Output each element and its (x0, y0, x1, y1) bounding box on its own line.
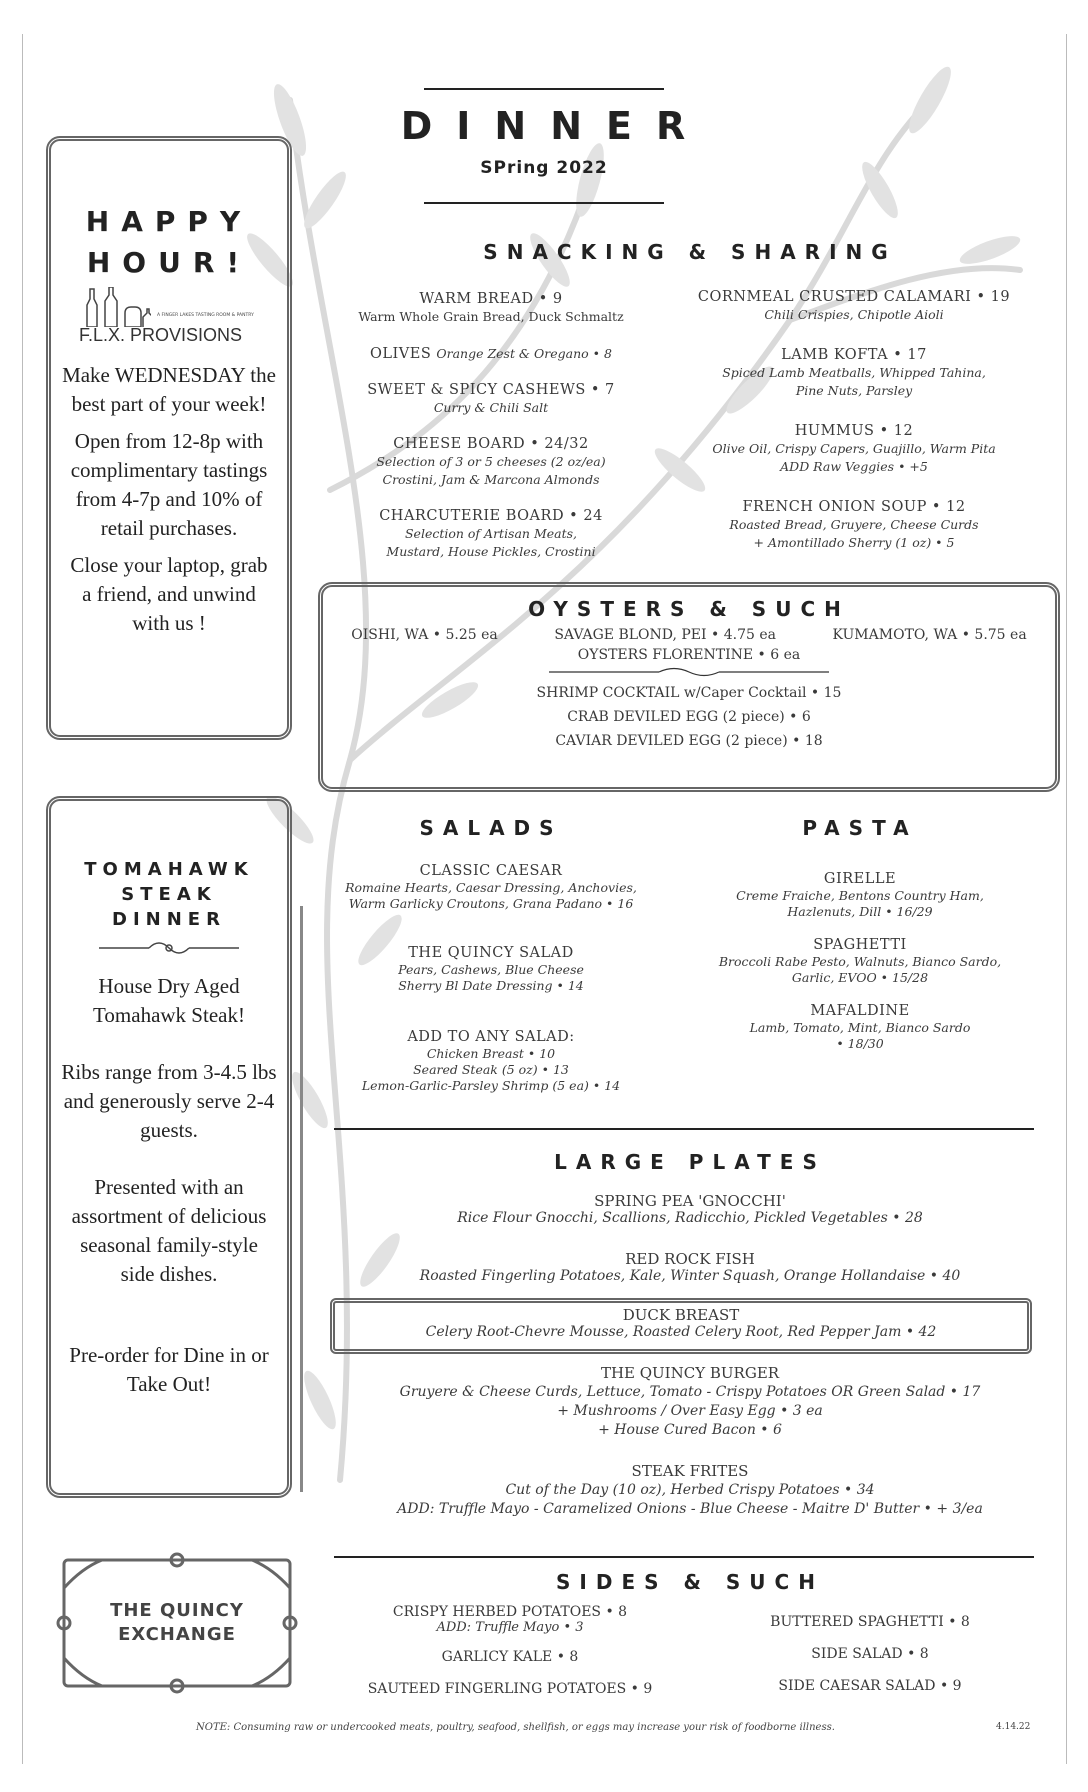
happy-hour-title-line2: HOUR! (86, 246, 252, 279)
menu-item (316, 1028, 666, 1094)
side-item: SAUTEED FINGERLING POTATOES • 9 (367, 1681, 653, 1697)
header-bottom-rule (424, 202, 664, 204)
item-name: OLIVES (370, 346, 432, 362)
item-desc: Olive Oil, Crispy Capers, Guajillo, Warm Pita (712, 441, 996, 456)
item-desc: + Mushrooms / Over Easy Egg • 3 ea (557, 1403, 823, 1419)
menu-item (674, 498, 1034, 552)
sides-section-title: SIDES & SUCH (556, 1570, 824, 1594)
item-name: CHEESE BOARD • 24/32 (393, 436, 589, 452)
item-name: SPAGHETTI (813, 937, 907, 953)
menu-item (690, 1002, 1030, 1052)
oyster-extra-item: CAVIAR DEVILED EGG (2 piece) • 18 (555, 733, 823, 749)
flx-provisions-name: F.L.X. PROVISIONS (79, 325, 243, 345)
tomahawk-side-rule (300, 906, 303, 1492)
side-item: BUTTERED SPAGHETTI • 8 (770, 1614, 970, 1630)
footer-note: NOTE: Consuming raw or undercooked meats, poultry, seafood, shellfish, or eggs may increase your risk of foodborne illness. (196, 1722, 835, 1733)
oyster-item: SAVAGE BLOND, PEI • 4.75 ea (554, 627, 776, 643)
item-desc: Garlic, EVOO • 15/28 (791, 970, 929, 985)
item-desc: Roasted Fingerling Potatoes, Kale, Winter Squash, Orange Hollandaise • 40 (419, 1268, 961, 1284)
item-desc: Curry & Chili Salt (433, 400, 549, 415)
item-desc: Crostini, Jam & Marcona Almonds (382, 472, 600, 487)
item-name: SPRING PEA 'GNOCCHI' (594, 1192, 786, 1210)
item-name: RED ROCK FISH (625, 1250, 755, 1268)
large-plate-item (330, 1364, 1050, 1440)
item-name: THE QUINCY SALAD (408, 945, 574, 961)
right-border-rule (1066, 34, 1067, 1764)
tomahawk-paragraph-1: House Dry Aged Tomahawk Steak! (93, 974, 245, 1027)
item-desc: Selection of Artisan Meats, (404, 526, 578, 541)
item-desc: + House Cured Bacon • 6 (598, 1422, 782, 1438)
oyster-extra-item: SHRIMP COCKTAIL w/Caper Cocktail • 15 (536, 685, 842, 701)
item-name: ADD TO ANY SALAD: (407, 1029, 575, 1045)
tomahawk-paragraph-3: Presented with an assortment of delicious seasonal family-style side dishes. (71, 1175, 267, 1286)
side-item: SIDE SALAD • 8 (811, 1646, 929, 1662)
item-desc: Selection of 3 or 5 cheeses (2 oz/ea) (376, 454, 606, 469)
flx-provisions-logo (61, 287, 277, 347)
oysters-row (323, 627, 1055, 643)
happy-hour-paragraph-2: Open from 12-8p with complimentary tastings from 4-7p and 10% of retail purchases. (70, 429, 268, 540)
menu-item (316, 290, 666, 326)
sides-left-column (330, 1604, 690, 1697)
item-name: THE QUINCY BURGER (600, 1364, 780, 1382)
menu-item (674, 346, 1034, 400)
side-item: CRISPY HERBED POTATOES • 8 (392, 1604, 628, 1620)
item-name: WARM BREAD • 9 (419, 291, 563, 307)
item-desc: Pine Nuts, Parsley (795, 383, 913, 398)
happy-hour-title-line1: HAPPY (85, 205, 253, 238)
left-border-rule (22, 34, 23, 1764)
tomahawk-box (46, 796, 292, 1498)
item-name: CHARCUTERIE BOARD • 24 (379, 508, 603, 524)
menu-item (674, 288, 1034, 324)
item-desc: Spiced Lamb Meatballs, Whipped Tahina, (722, 365, 986, 380)
large-plates-section-title: LARGE PLATES (554, 1150, 826, 1174)
item-name: SWEET & SPICY CASHEWS • 7 (367, 382, 615, 398)
large-plates-top-rule (334, 1128, 1034, 1130)
large-plate-item (330, 1192, 1050, 1226)
item-desc: Mustard, House Pickles, Crostini (386, 544, 596, 559)
salads-column (316, 862, 666, 1108)
item-desc: Lamb, Tomato, Mint, Bianco Sardo (749, 1020, 971, 1035)
tomahawk-title-3: DINNER (112, 909, 226, 930)
menu-title: DINNER (400, 104, 710, 148)
happy-hour-paragraph-3: Close your laptop, grab a friend, and unwind with us ! (70, 553, 268, 635)
tomahawk-paragraph-4: Pre-order for Dine in or Take Out! (69, 1343, 269, 1396)
ornament-divider-icon (549, 665, 829, 679)
item-desc: Pears, Cashews, Blue Cheese (398, 962, 584, 977)
item-name: HUMMUS • 12 (794, 423, 914, 439)
item-desc: Hazlenuts, Dill • 16/29 (787, 904, 933, 919)
item-name: LAMB KOFTA • 17 (781, 347, 927, 363)
oyster-item: OISHI, WA • 5.25 ea (351, 627, 498, 643)
quincy-exchange-logo (52, 1548, 302, 1698)
item-desc: Sherry Bl Date Dressing • 14 (398, 978, 584, 993)
item-name: FRENCH ONION SOUP • 12 (742, 499, 966, 515)
menu-item (316, 381, 666, 417)
item-name: MAFALDINE (810, 1003, 910, 1019)
item-desc: Seared Steak (5 oz) • 13 (413, 1062, 569, 1077)
logo-line-2: EXCHANGE (118, 1624, 236, 1645)
item-name: GIRELLE (823, 871, 897, 887)
oysters-box (318, 582, 1060, 792)
item-desc: Orange Zest & Oregano • 8 (436, 346, 612, 361)
snacking-section-title: SNACKING & SHARING (483, 240, 897, 264)
item-desc: Rice Flour Gnocchi, Scallions, Radicchio, Pickled Vegetables • 28 (457, 1210, 923, 1226)
tomahawk-paragraph-2: Ribs range from 3-4.5 lbs and generously serve 2-4 guests. (61, 1060, 277, 1142)
oyster-item: KUMAMOTO, WA • 5.75 ea (832, 627, 1027, 643)
item-desc: Creme Fraiche, Bentons Country Ham, (736, 888, 984, 903)
item-desc: Broccoli Rabe Pesto, Walnuts, Bianco Sardo, (718, 954, 1002, 969)
item-desc: Lemon-Garlic-Parsley Shrimp (5 ea) • 14 (361, 1078, 621, 1093)
flx-provisions-tagline: A FINGER LAKES TASTING ROOM & PANTRY (157, 313, 254, 318)
item-desc: Warm Whole Grain Bread, Duck Schmaltz (358, 309, 624, 324)
pasta-column (690, 870, 1030, 1066)
sides-top-rule (334, 1556, 1034, 1558)
item-desc: Cut of the Day (10 oz), Herbed Crispy Potatoes • 34 (505, 1482, 875, 1498)
item-name: CORNMEAL CRUSTED CALAMARI • 19 (697, 289, 1011, 305)
tomahawk-title-1: TOMAHAWK (84, 859, 254, 880)
item-desc: Gruyere & Cheese Curds, Lettuce, Tomato - Crispy Potatoes OR Green Salad • 17 (399, 1384, 981, 1400)
floral-wreath-icon (52, 1548, 302, 1698)
item-desc: Chili Crispies, Chipotle Aioli (764, 307, 944, 322)
item-desc: • 18/30 (836, 1036, 884, 1051)
oysters-section-title: OYSTERS & SUCH (528, 597, 850, 621)
tomahawk-title-2: STEAK (121, 884, 217, 905)
happy-hour-box (46, 136, 292, 740)
pasta-section-title: PASTA (802, 816, 918, 840)
menu-item (316, 862, 666, 912)
item-name: STEAK FRITES (631, 1462, 749, 1480)
large-plate-item (330, 1250, 1050, 1284)
item-desc: Romaine Hearts, Caesar Dressing, Anchovies, (345, 880, 637, 895)
item-name: CLASSIC CAESAR (419, 863, 563, 879)
item-desc: ADD: Truffle Mayo - Caramelized Onions - Blue Cheese - Maitre D' Butter • + 3/ea (397, 1501, 983, 1517)
salads-section-title: SALADS (419, 816, 563, 840)
footer-date: 4.14.22 (996, 1722, 1031, 1732)
header-top-rule (424, 88, 664, 90)
oysters-florentine: OYSTERS FLORENTINE • 6 ea (577, 647, 801, 663)
menu-season: SPring 2022 (480, 158, 608, 178)
item-desc: Warm Garlicky Croutons, Grana Padano • 16 (348, 896, 634, 911)
sides-right-column (700, 1614, 1040, 1694)
happy-hour-paragraph-1: Make WEDNESDAY the best part of your week! (62, 363, 276, 416)
large-plate-item (330, 1462, 1050, 1519)
item-desc: + Amontillado Sherry (1 oz) • 5 (753, 535, 955, 550)
menu-item (690, 936, 1030, 986)
item-name: DUCK BREAST (622, 1306, 740, 1324)
menu-item (674, 422, 1034, 476)
duck-breast-box (330, 1298, 1032, 1354)
menu-item (316, 344, 666, 363)
menu-item (316, 435, 666, 489)
oyster-extra-item: CRAB DEVILED EGG (2 piece) • 6 (567, 709, 811, 725)
logo-line-1: THE QUINCY (110, 1600, 244, 1621)
side-item-addon: ADD: Truffle Mayo • 3 (436, 1620, 584, 1635)
menu-item (316, 944, 666, 994)
side-item: SIDE CAESAR SALAD • 9 (778, 1678, 962, 1694)
snacking-left-column (316, 290, 666, 575)
menu-item (316, 507, 666, 561)
side-item: GARLICY KALE • 8 (441, 1649, 579, 1665)
menu-item (690, 870, 1030, 920)
item-desc: Roasted Bread, Gruyere, Cheese Curds (729, 517, 979, 532)
item-desc: Chicken Breast • 10 (426, 1046, 556, 1061)
item-desc: Celery Root-Chevre Mousse, Roasted Celery Root, Red Pepper Jam • 42 (425, 1324, 937, 1340)
bottles-icon (81, 287, 151, 327)
snacking-right-column (674, 288, 1034, 566)
ornament-divider-icon (89, 938, 249, 958)
item-desc: ADD Raw Veggies • +5 (780, 459, 928, 474)
